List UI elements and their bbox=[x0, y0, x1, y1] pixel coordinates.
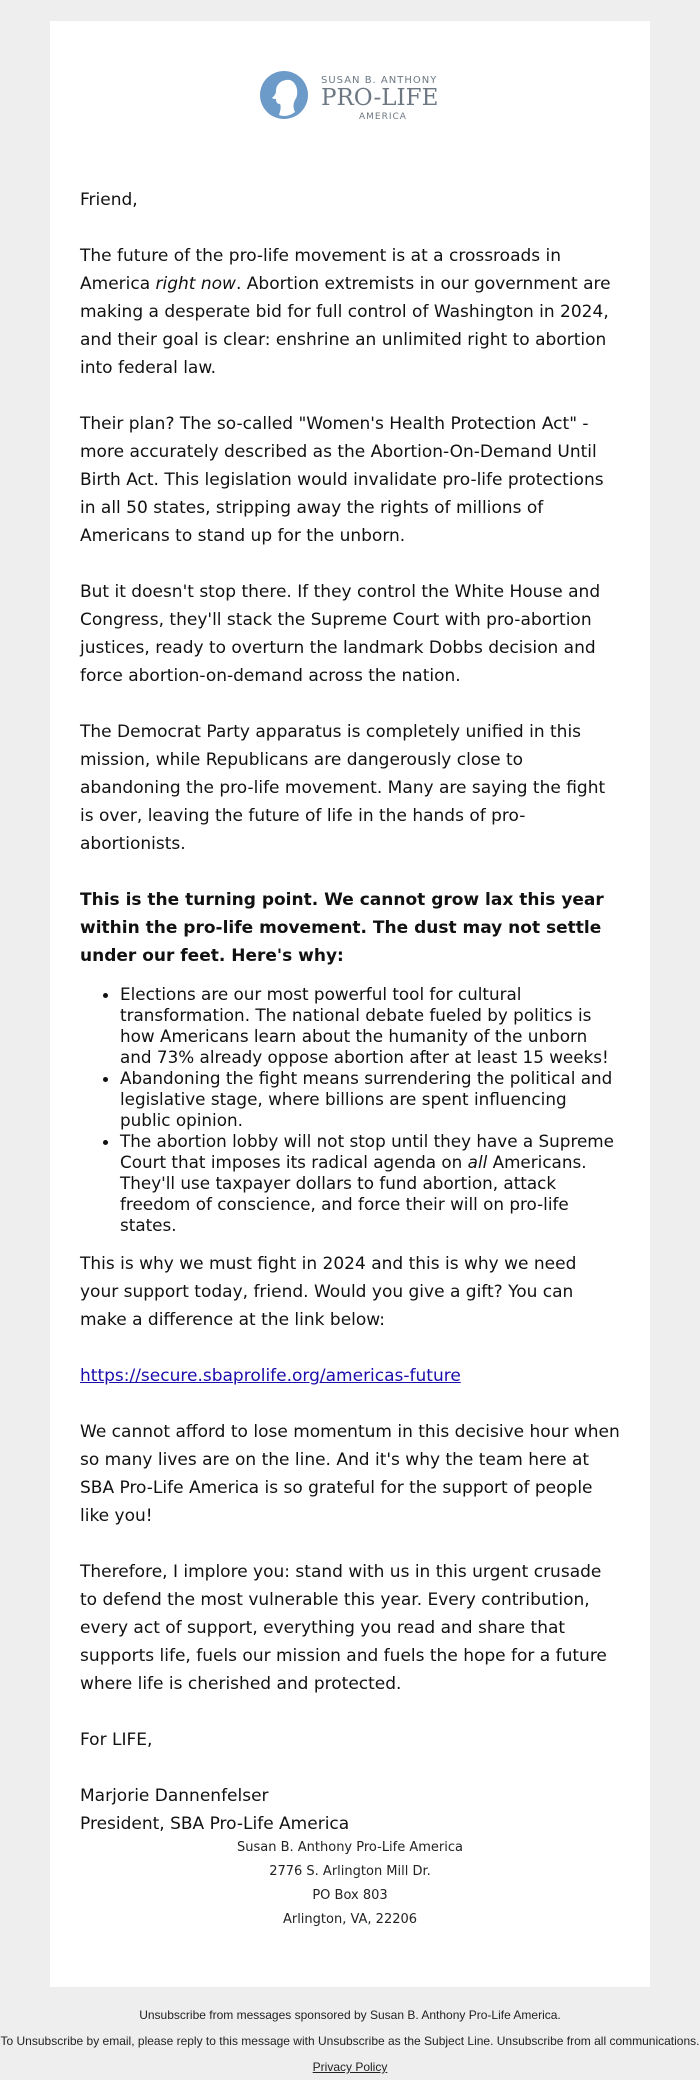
address-city: Arlington, VA, 22206 bbox=[282, 1912, 418, 1927]
paragraph-implore: Therefore, I implore you: stand with us in this urgent crusade to defend the most vulnerable this year. Every contribution, every act of support, everything you read and share that supports life, fuels our mission and fuels the hope for a future where life is cherished and protected. bbox=[80, 1562, 607, 1694]
donation-link-paragraph bbox=[80, 1362, 620, 1390]
address-org: Susan B. Anthony Pro-Life America bbox=[236, 1840, 463, 1855]
signature-name: Marjorie Dannenfelser bbox=[80, 1786, 269, 1806]
list-item: • Elections are our most powerful tool for cultural transformation. The national debate fueled by politics is how Americans learn about the humanity of the unborn and 73% already oppose abortion after at least 15 weeks! bbox=[120, 984, 620, 1068]
unsubscribe-sponsored-text[interactable]: Unsubscribe from messages sponsored by Susan B. Anthony Pro-Life America. bbox=[139, 2008, 561, 2022]
unsubscribe-email-text[interactable]: To Unsubscribe by email, please reply to this message with Unsubscribe as the Subject Line. Unsubscribe from all communications. bbox=[0, 2034, 700, 2048]
logo-top-text: SUSAN B. ANTHONY bbox=[321, 75, 438, 86]
emphasis-all: all bbox=[467, 1152, 488, 1172]
list-item: • The abortion lobby will not stop until they have a Supreme Court that imposes its radical agenda on all Americans. They'll use taxpayer dollars to fund abortion, attack freedom of conscience, and force their will on pro-life states. bbox=[120, 1131, 620, 1236]
paragraph-plan: Their plan? The so-called "Women's Health Protection Act" - more accurately described as the Abortion-On-Demand Until Birth Act. This legislation would invalidate pro-life protections in all 50 states, stripping away the rights of millions of Americans to stand up for the unborn. bbox=[80, 414, 604, 546]
email-footer bbox=[0, 2002, 700, 2080]
reasons-list bbox=[80, 984, 620, 1236]
paragraph-momentum: We cannot afford to lose momentum in this decisive hour when so many lives are on the line. And it's why the team here at SBA Pro-Life America is so grateful for the support of people like you! bbox=[80, 1422, 620, 1526]
email-body bbox=[80, 186, 620, 1838]
privacy-policy-link[interactable]: Privacy Policy bbox=[312, 2060, 388, 2074]
donation-link[interactable]: https://secure.sbaprolife.org/americas-future bbox=[80, 1366, 461, 1386]
email-card bbox=[50, 21, 650, 1987]
address-pobox: PO Box 803 bbox=[312, 1888, 388, 1903]
paragraph-turning-point: This is the turning point. We cannot grow lax this year within the pro-life movement. The dust may not settle under our feet. Here's why: bbox=[80, 890, 604, 966]
paragraph-appeal: This is why we must fight in 2024 and this is why we need your support today, friend. Would you give a gift? You can make a difference at the link below: bbox=[80, 1254, 577, 1330]
greeting: Friend, bbox=[80, 190, 138, 210]
sba-logo[interactable] bbox=[260, 71, 460, 143]
signature-title: President, SBA Pro-Life America bbox=[80, 1814, 350, 1834]
address-street: 2776 S. Arlington Mill Dr. bbox=[269, 1864, 431, 1879]
emphasis-right-now: right now bbox=[155, 274, 236, 294]
logo-main-text: PRO-LIFE bbox=[321, 85, 439, 111]
signature bbox=[80, 1782, 620, 1838]
logo-bottom-text: AMERICA bbox=[359, 112, 407, 122]
mailing-address bbox=[50, 1836, 650, 1932]
paragraph-parties: The Democrat Party apparatus is completely unified in this mission, while Republicans are dangerously close to abandoning the pro-life movement. Many are saying the fight is over, leaving the future of life in the hands of pro-abortionists. bbox=[80, 722, 606, 854]
profile-silhouette-icon bbox=[260, 71, 308, 119]
signoff: For LIFE, bbox=[80, 1730, 153, 1750]
list-item: • Abandoning the fight means surrendering the political and legislative stage, where billions are spent influencing public opinion. bbox=[120, 1068, 620, 1131]
paragraph-intro: The future of the pro-life movement is at a crossroads in America right now. Abortion extremists in our government are making a desperate bid for full control of Washington in 2024, and their goal is clear: enshrine an unlimited right to abortion into federal law. bbox=[80, 246, 611, 378]
paragraph-supreme-court: But it doesn't stop there. If they control the White House and Congress, they'll stack the Supreme Court with pro-abortion justices, ready to overturn the landmark Dobbs decision and force abortion-on-demand across the nation. bbox=[80, 582, 601, 686]
